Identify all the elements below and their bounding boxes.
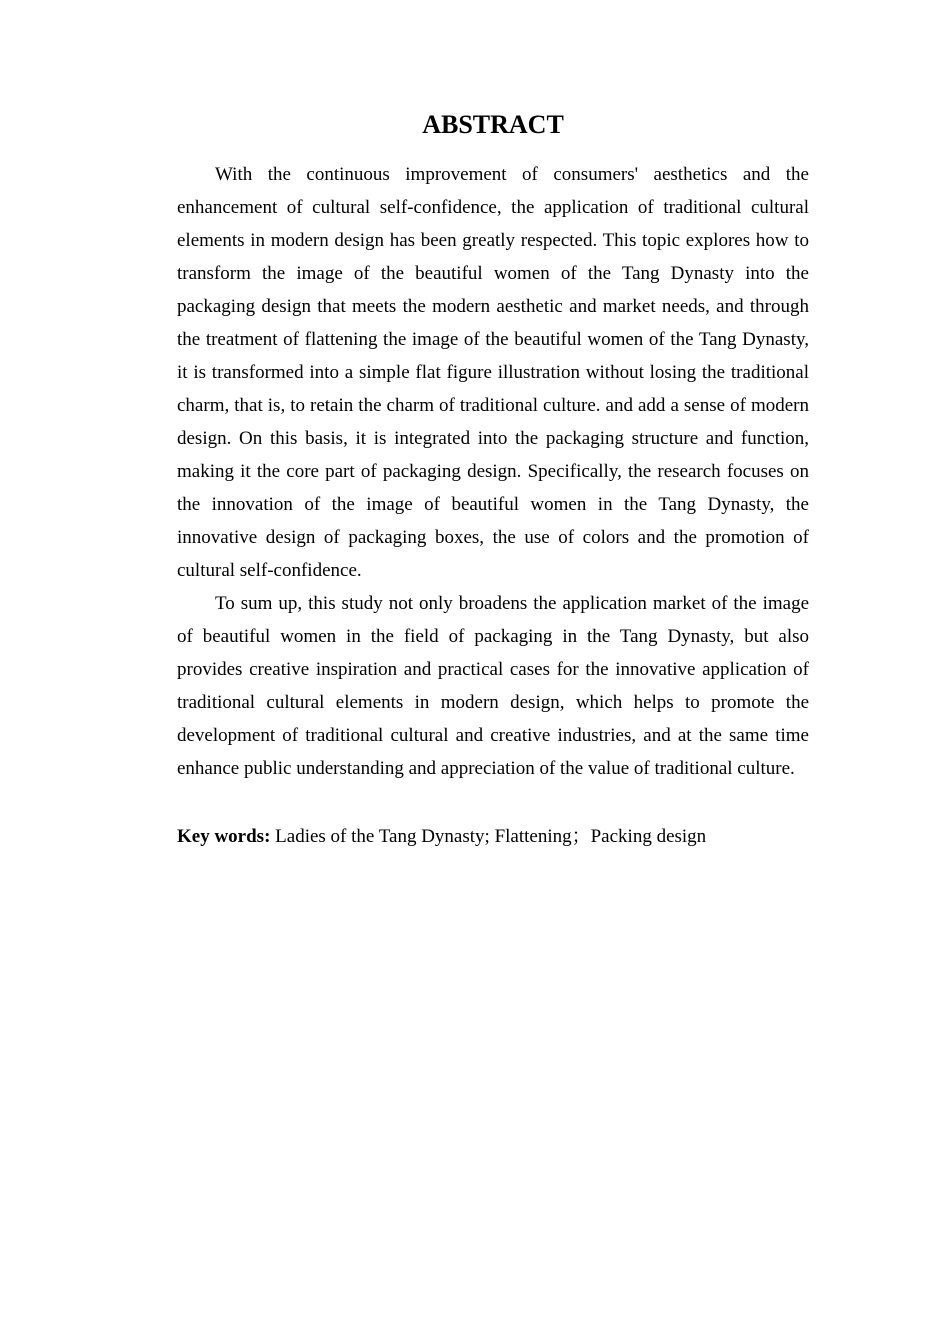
abstract-paragraph-1: With the continuous improvement of consumers' aesthetics and the enhancement of cultural self-confidence, the application of traditional cultural elements in modern design has been greatly respected. This topic explores how to transform the image of the beautiful women of the Tang Dynasty into the packaging design that meets the modern aesthetic and market needs, and through the treatment of flattening the image of the beautiful women of the Tang Dynasty, it is transformed into a simple flat figure illustration without losing the traditional charm, that is, to retain the charm of traditional culture. and add a sense of modern design. On this basis, it is integrated into the packaging structure and function, making it the core part of packaging design. Specifically, the research focuses on the innovation of the image of beautiful women in the Tang Dynasty, the innovative design of packaging boxes, the use of colors and the promotion of cultural self-confidence. (177, 164, 809, 581)
keywords-text: Ladies of the Tang Dynasty; Flattening；Packing design (270, 826, 707, 847)
abstract-paragraph-2: To sum up, this study not only broadens the application market of the image of beautiful women in the field of packaging in the Tang Dynasty, but also provides creative inspiration and practical cases for the innovative application of traditional cultural elements in modern design, which helps to promote the development of traditional cultural and creative industries, and at the same time enhance public understanding and appreciation of the value of traditional culture. (177, 593, 809, 779)
keywords-label: Key words: (177, 826, 271, 847)
keywords-line (177, 820, 857, 853)
abstract-title: ABSTRACT (422, 110, 564, 139)
abstract-body (177, 158, 809, 785)
